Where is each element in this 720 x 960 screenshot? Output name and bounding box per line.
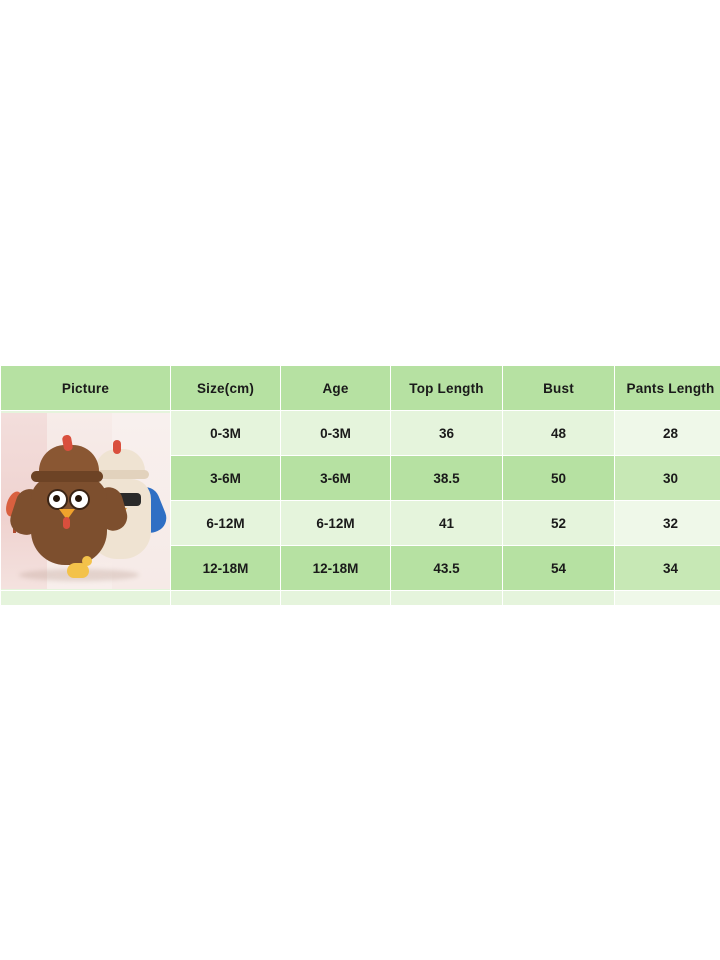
wattle-icon — [63, 517, 70, 529]
cell-pants-length: 30 — [615, 456, 720, 501]
cell-size: 6-12M — [171, 501, 281, 546]
cell-empty — [1, 591, 171, 606]
cell-bust: 54 — [503, 546, 615, 591]
size-chart-container — [0, 365, 720, 606]
cell-empty — [503, 591, 615, 606]
table-row — [1, 411, 720, 456]
column-header-picture: Picture — [1, 366, 171, 411]
cell-empty — [615, 591, 720, 606]
duck-toy-icon — [67, 563, 89, 578]
cell-bust: 50 — [503, 456, 615, 501]
hat-feather-icon — [62, 434, 74, 451]
product-photo-cell — [1, 411, 171, 591]
column-header-top-length: Top Length — [391, 366, 503, 411]
cell-bust: 48 — [503, 411, 615, 456]
cell-age: 3-6M — [281, 456, 391, 501]
product-photo — [1, 413, 170, 589]
cell-age: 12-18M — [281, 546, 391, 591]
cell-bust: 52 — [503, 501, 615, 546]
cell-age: 0-3M — [281, 411, 391, 456]
cell-pants-length: 34 — [615, 546, 720, 591]
cell-empty — [171, 591, 281, 606]
eye-icon — [69, 489, 90, 510]
outfit-brown-hat-brim — [31, 471, 103, 482]
table-body — [1, 411, 720, 606]
cell-age: 6-12M — [281, 501, 391, 546]
column-header-pants-length: Pants Length — [615, 366, 720, 411]
eye-icon — [47, 489, 68, 510]
cell-empty — [391, 591, 503, 606]
column-header-bust: Bust — [503, 366, 615, 411]
column-header-age: Age — [281, 366, 391, 411]
cell-top-length: 41 — [391, 501, 503, 546]
cell-top-length: 43.5 — [391, 546, 503, 591]
hat-feather-icon — [113, 440, 121, 454]
cell-pants-length: 28 — [615, 411, 720, 456]
column-header-size: Size(cm) — [171, 366, 281, 411]
pupil-icon — [53, 495, 60, 502]
cell-empty — [281, 591, 391, 606]
size-chart-table — [0, 365, 720, 606]
table-header — [1, 366, 720, 411]
cell-size: 12-18M — [171, 546, 281, 591]
cell-top-length: 38.5 — [391, 456, 503, 501]
table-header-row — [1, 366, 720, 411]
cell-size: 0-3M — [171, 411, 281, 456]
cell-pants-length: 32 — [615, 501, 720, 546]
cell-top-length: 36 — [391, 411, 503, 456]
cell-size: 3-6M — [171, 456, 281, 501]
table-row-partial — [1, 591, 720, 606]
pupil-icon — [75, 495, 82, 502]
